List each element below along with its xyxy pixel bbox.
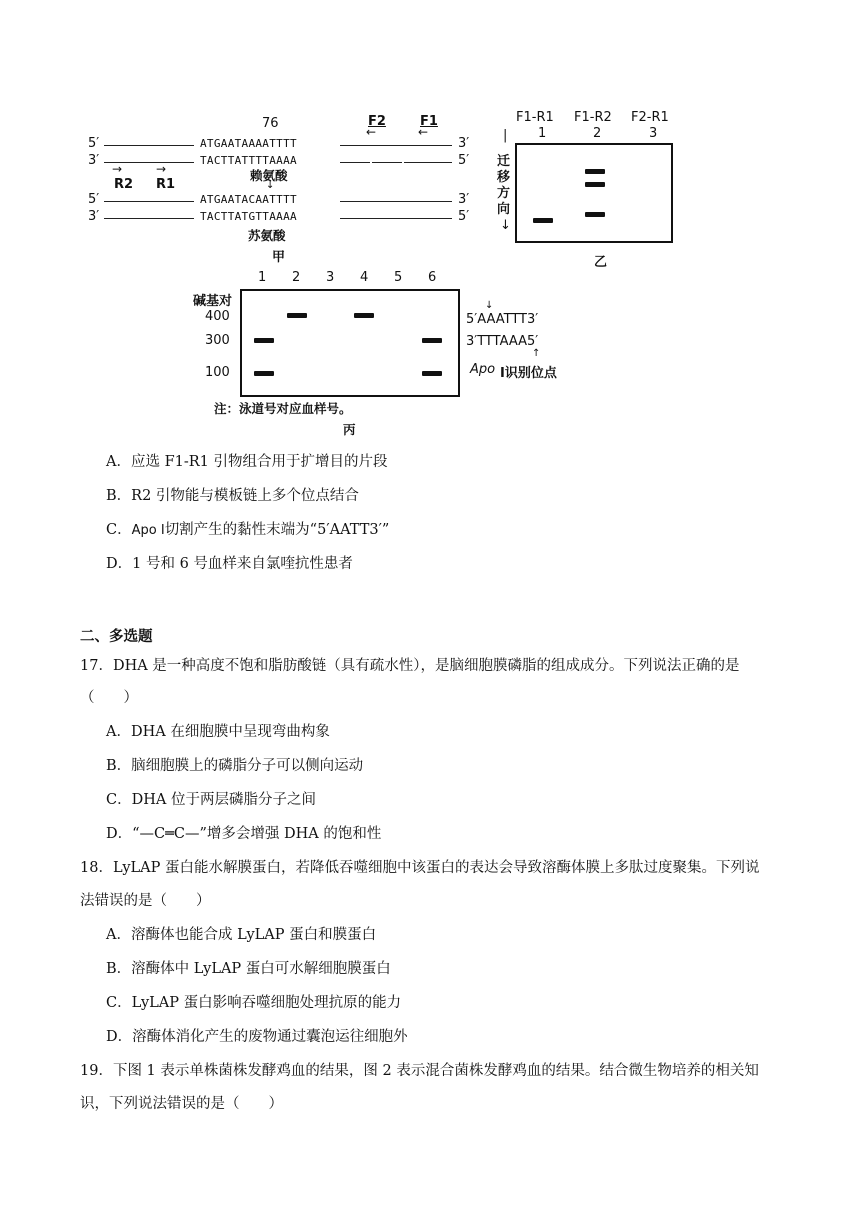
primer-bar	[372, 162, 402, 163]
strand-5-prime: 5′	[458, 153, 470, 168]
question-stem: （ ）	[80, 690, 138, 706]
option-b: B．R2 引物能与模板链上多个位点结合	[106, 488, 359, 504]
gel-band	[533, 218, 553, 223]
gel-frame-yi	[515, 143, 673, 243]
option-d: D．“—C═C—”增多会增强 DHA 的饱和性	[106, 826, 382, 842]
option-c	[106, 518, 389, 539]
y-tick: 300	[205, 333, 230, 348]
option-d: D．1 号和 6 号血样来自氯喹抗性患者	[106, 556, 353, 572]
strand-line	[104, 145, 194, 146]
lane-header: F2-R1	[631, 110, 669, 125]
gel-band	[585, 169, 605, 174]
lane-header: F1-R1	[516, 110, 554, 125]
option-letter: C．	[106, 522, 132, 538]
down-arrow-icon: ↓	[500, 218, 511, 233]
down-arrow-icon: ↓	[266, 180, 275, 191]
gel-band	[422, 371, 442, 376]
arrow-left-icon: ←	[366, 125, 377, 139]
lane-number: 1	[538, 126, 547, 141]
y-axis-label: 碱基对	[193, 294, 233, 309]
primer-r1-label: R1	[156, 177, 176, 192]
migration-label-char: 移	[497, 170, 511, 185]
gel-band	[422, 338, 442, 343]
option-b: B．脑细胞膜上的磷脂分子可以侧向运动	[106, 758, 364, 774]
gel-band	[254, 371, 274, 376]
primer-f2-label: F2	[368, 114, 386, 129]
strand-line	[340, 201, 452, 202]
lane-number: 3	[326, 270, 335, 285]
strand-3-prime: 3′	[88, 153, 100, 168]
migration-label-char: 迁	[497, 154, 511, 169]
arrow-left-icon: ←	[418, 125, 429, 139]
gel-band	[585, 182, 605, 187]
sequence-4: TACTTATGTTAAAA	[200, 210, 297, 223]
cut-site-arrow-icon: ↓	[485, 300, 494, 311]
lane-number: 3	[649, 126, 658, 141]
recognition-site-label: Ⅰ识别位点	[500, 366, 557, 381]
arrow-right-icon: →	[156, 162, 167, 176]
figure-label-bing: 丙	[343, 422, 356, 437]
gel-band	[254, 338, 274, 343]
amino-acid-2: 苏氨酸	[248, 228, 286, 243]
lane-number: 1	[258, 270, 267, 285]
option-a: A．DHA 在细胞膜中呈现弯曲构象	[106, 724, 330, 740]
sequence-3: ATGAATACAATTTT	[200, 193, 297, 206]
gel-band	[287, 313, 307, 318]
recognition-site-bottom: 3′TTTAAA5′	[466, 334, 539, 349]
strand-line	[104, 201, 194, 202]
gel-band	[585, 212, 605, 217]
option-b: B．溶酶体中 LyLAP 蛋白可水解细胞膜蛋白	[106, 961, 391, 977]
primer-f1-label: F1	[420, 114, 438, 129]
strand-line	[340, 145, 452, 146]
option-text: 切割产生的黏性末端为“5′AATT3′”	[164, 522, 390, 538]
cut-site-arrow-icon: ↑	[532, 348, 541, 359]
strand-3-prime: 3′	[458, 192, 470, 207]
lane-number: 4	[360, 270, 369, 285]
arrow-right-icon: →	[112, 162, 123, 176]
migration-label-char: 向	[497, 202, 511, 217]
sequence-2: TACTTATTTTAAAA	[200, 154, 297, 167]
option-c: C．LyLAP 蛋白影响吞噬细胞处理抗原的能力	[106, 995, 402, 1011]
strand-5-prime: 5′	[88, 136, 100, 151]
strand-5-prime: 5′	[88, 192, 100, 207]
enzyme-name: Apo Ⅰ	[131, 523, 165, 538]
lane-number: 2	[292, 270, 301, 285]
option-a: A．应选 F1-R1 引物组合用于扩增目的片段	[106, 454, 388, 470]
strand-5-prime: 5′	[458, 209, 470, 224]
option-a: A．溶酶体也能合成 LyLAP 蛋白和膜蛋白	[106, 927, 377, 943]
lane-number: 5	[394, 270, 403, 285]
y-tick: 100	[205, 365, 230, 380]
strand-line	[104, 218, 194, 219]
recognition-site-top: 5′AAATTT3′	[466, 312, 539, 327]
lane-number: 6	[428, 270, 437, 285]
section-title: 二、多选题	[80, 629, 153, 645]
migration-label-char: 方	[497, 186, 511, 201]
gel-frame-bing	[240, 289, 460, 397]
lane-number: 2	[593, 126, 602, 141]
strand-3-prime: 3′	[458, 136, 470, 151]
primer-r2-label: R2	[114, 177, 134, 192]
strand-line	[340, 162, 370, 163]
gel-band	[354, 313, 374, 318]
question-stem: 识，下列说法错误的是（ ）	[80, 1096, 283, 1112]
figure-label-yi: 乙	[594, 255, 608, 270]
question-stem: 18．LyLAP 蛋白能水解膜蛋白，若降低吞噬细胞中该蛋白的表达会导致溶酶体膜上多肽过度聚集。下列说	[80, 860, 760, 876]
strand-line	[404, 162, 452, 163]
question-stem: 法错误的是（ ）	[80, 893, 211, 909]
question-stem: 19．下图 1 表示单株菌株发酵鸡血的结果，图 2 表示混合菌株发酵鸡血的结果。结合微生物培养的相关知	[80, 1063, 759, 1079]
y-tick: 400	[205, 309, 230, 324]
option-c: C．DHA 位于两层磷脂分子之间	[106, 792, 316, 808]
strand-line	[340, 218, 452, 219]
position-label: 76	[262, 116, 279, 131]
sequence-1: ATGAATAAAATTTT	[200, 137, 297, 150]
migration-top-tick: |	[503, 128, 508, 143]
strand-3-prime: 3′	[88, 209, 100, 224]
question-stem: 17．DHA 是一种高度不饱和脂肪酸链（具有疏水性），是脑细胞膜磷脂的组成成分。下列说法正确的是	[80, 658, 740, 674]
amino-acid-1: 赖氨酸	[250, 168, 288, 183]
figure-note: 注：泳道号对应血样号。	[214, 401, 352, 416]
enzyme-name: Apo	[470, 362, 496, 377]
option-d: D．溶酶体消化产生的废物通过囊泡运往细胞外	[106, 1029, 408, 1045]
lane-header: F1-R2	[574, 110, 612, 125]
figure-label-jia: 甲	[272, 250, 286, 265]
